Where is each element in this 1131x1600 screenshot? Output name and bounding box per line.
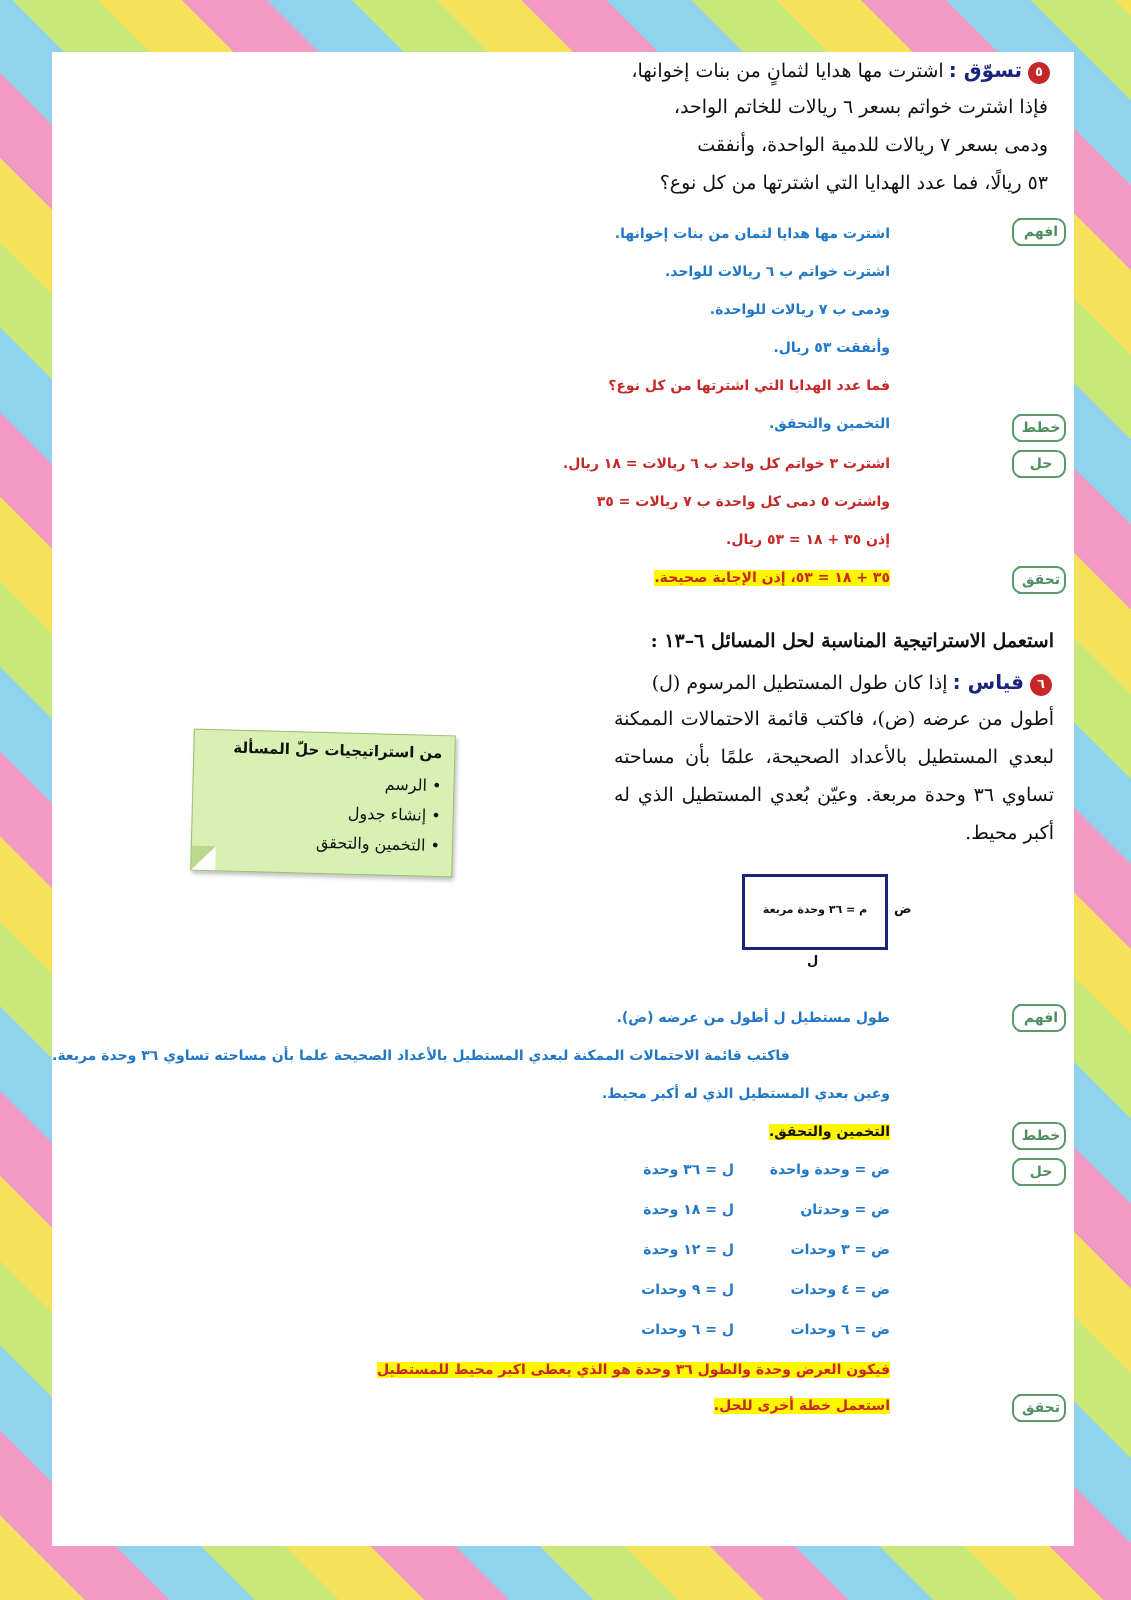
q6-first-line bbox=[652, 670, 1052, 696]
q6-length-option: ل = ٩ وحدات bbox=[641, 1282, 734, 1298]
q6-conclusion bbox=[377, 1362, 890, 1378]
q5-title: تسوّق : bbox=[948, 58, 1022, 82]
q5-check bbox=[654, 570, 890, 586]
q5-number-badge: ٥ bbox=[1028, 62, 1050, 84]
q5-text-line-4: ٥٣ ريالًا، فما عدد الهدايا التي اشترتها من كل نوع؟ bbox=[659, 172, 1048, 194]
q5-plan-tag: خطط bbox=[1018, 414, 1066, 442]
q6-understand-line bbox=[52, 1048, 790, 1064]
q5-understand-line: اشترت مها هدايا لثمان من بنات إخوانها. bbox=[614, 226, 890, 242]
note-title: من استراتيجيات حلّ المسألة bbox=[233, 738, 443, 763]
note-item: • إنشاء جدول bbox=[347, 803, 441, 826]
q6-check-text: استعمل خطة أخرى للحل. bbox=[713, 1398, 890, 1414]
q6-plan bbox=[769, 1124, 890, 1140]
q5-solve-line: إذن ٣٥ + ١٨ = ٥٣ ريال. bbox=[726, 532, 890, 548]
q6-understand-line: وعين بعدي المستطيل الذي له أكبر محيط. bbox=[601, 1086, 890, 1102]
q5-text-line-3: ودمى بسعر ٧ ريالات للدمية الواحدة، وأنفقت bbox=[697, 134, 1048, 156]
q6-plan-text: التخمين والتحقق. bbox=[768, 1124, 890, 1140]
q6-understand-line: طول مستطيل ل أطول من عرضه (ض). bbox=[616, 1010, 890, 1026]
q5-text-line-2: فإذا اشترت خواتم بسعر ٦ ريالات للخاتم الواحد، bbox=[673, 96, 1048, 118]
worksheet-page bbox=[52, 52, 1074, 1546]
q6-understand-line-text: فاكتب قائمة الاحتمالات الممكنة لبعدي المستطيل بالأعداد الصحيحة علما بأن مساحته تساوي ٣٦ وحدة مربعة. bbox=[52, 1048, 790, 1064]
note-item: • التخمين والتحقق bbox=[315, 832, 441, 856]
q5-solve-tag: حل bbox=[1018, 450, 1066, 478]
q5-solve-line: واشترت ٥ دمى كل واحدة ب ٧ ريالات = ٣٥ bbox=[596, 494, 890, 510]
rectangle-width-label: ض bbox=[894, 902, 912, 917]
q5-text-line-1: اشترت مها هدايا لثمانٍ من بنات إخوانها، bbox=[631, 60, 944, 82]
q6-check-tag: تحقق bbox=[1018, 1394, 1066, 1422]
q6-conclusion-text: فيكون العرض وحدة والطول ٣٦ وحدة هو الذي يعطى اكبر محيط للمستطيل bbox=[377, 1362, 890, 1378]
q5-check-text: ٣٥ + ١٨ = ٥٣، إذن الإجابة صحيحة. bbox=[654, 570, 890, 586]
rectangle-figure bbox=[742, 874, 888, 950]
q5-understand-line: وأنفقت ٥٣ ريال. bbox=[773, 340, 890, 356]
q6-solve-tag: حل bbox=[1018, 1158, 1066, 1186]
q6-width-option: ض = ٤ وحدات bbox=[790, 1282, 890, 1298]
q6-number-badge: ٦ bbox=[1030, 674, 1052, 696]
q6-width-option: ض = وحدتان bbox=[800, 1202, 890, 1218]
q5-solve-line: اشترت ٣ خواتم كل واحد ب ٦ ريالات = ١٨ ريال. bbox=[562, 456, 890, 472]
note-item: • الرسم bbox=[384, 774, 442, 796]
q6-check bbox=[714, 1398, 890, 1414]
section-heading: استعمل الاستراتيجية المناسبة لحل المسائل ٦–١٣ : bbox=[650, 630, 1054, 652]
q5-understand-line: ودمى ب ٧ ريالات للواحدة. bbox=[709, 302, 890, 318]
q6-length-option: ل = ١٨ وحدة bbox=[643, 1202, 734, 1218]
q5-question: فما عدد الهدايا التي اشترتها من كل نوع؟ bbox=[608, 378, 890, 394]
q5-understand-line: اشترت خواتم ب ٦ ريالات للواحد. bbox=[664, 264, 890, 280]
note-folded-corner bbox=[191, 846, 216, 871]
q6-length-option: ل = ٣٦ وحدة bbox=[643, 1162, 734, 1178]
strategies-note bbox=[190, 729, 456, 878]
q5-first-line bbox=[631, 58, 1050, 84]
q6-understand-tag: افهم bbox=[1018, 1004, 1066, 1032]
q6-width-option: ض = وحدة واحدة bbox=[769, 1162, 890, 1178]
q6-title: قياس : bbox=[952, 670, 1024, 694]
q5-check-tag: تحقق bbox=[1018, 566, 1066, 594]
q6-paragraph: أطول من عرضه (ض)، فاكتب قائمة الاحتمالات الممكنة لبعدي المستطيل بالأعداد الصحيحة، علمًا بأن مساحته تساوي ٣٦ وحدة مربعة. وعيّن بُعدي المستطيل الذي له أكبر محيط. bbox=[614, 708, 1054, 844]
q5-plan: التخمين والتحقق. bbox=[768, 416, 890, 432]
q6-text-line-1: إذا كان طول المستطيل المرسوم (ل) bbox=[651, 672, 948, 694]
q6-plan-tag: خطط bbox=[1018, 1122, 1066, 1150]
rectangle-length-label: ل bbox=[807, 954, 819, 969]
q6-length-option: ل = ٦ وحدات bbox=[641, 1322, 734, 1338]
q5-understand-tag: افهم bbox=[1018, 218, 1066, 246]
q6-width-option: ض = ٣ وحدات bbox=[790, 1242, 890, 1258]
rectangle-area-label: م = ٣٦ وحدة مربعة bbox=[762, 903, 868, 916]
q6-length-option: ل = ١٢ وحدة bbox=[643, 1242, 734, 1258]
q6-width-option: ض = ٦ وحدات bbox=[790, 1322, 890, 1338]
